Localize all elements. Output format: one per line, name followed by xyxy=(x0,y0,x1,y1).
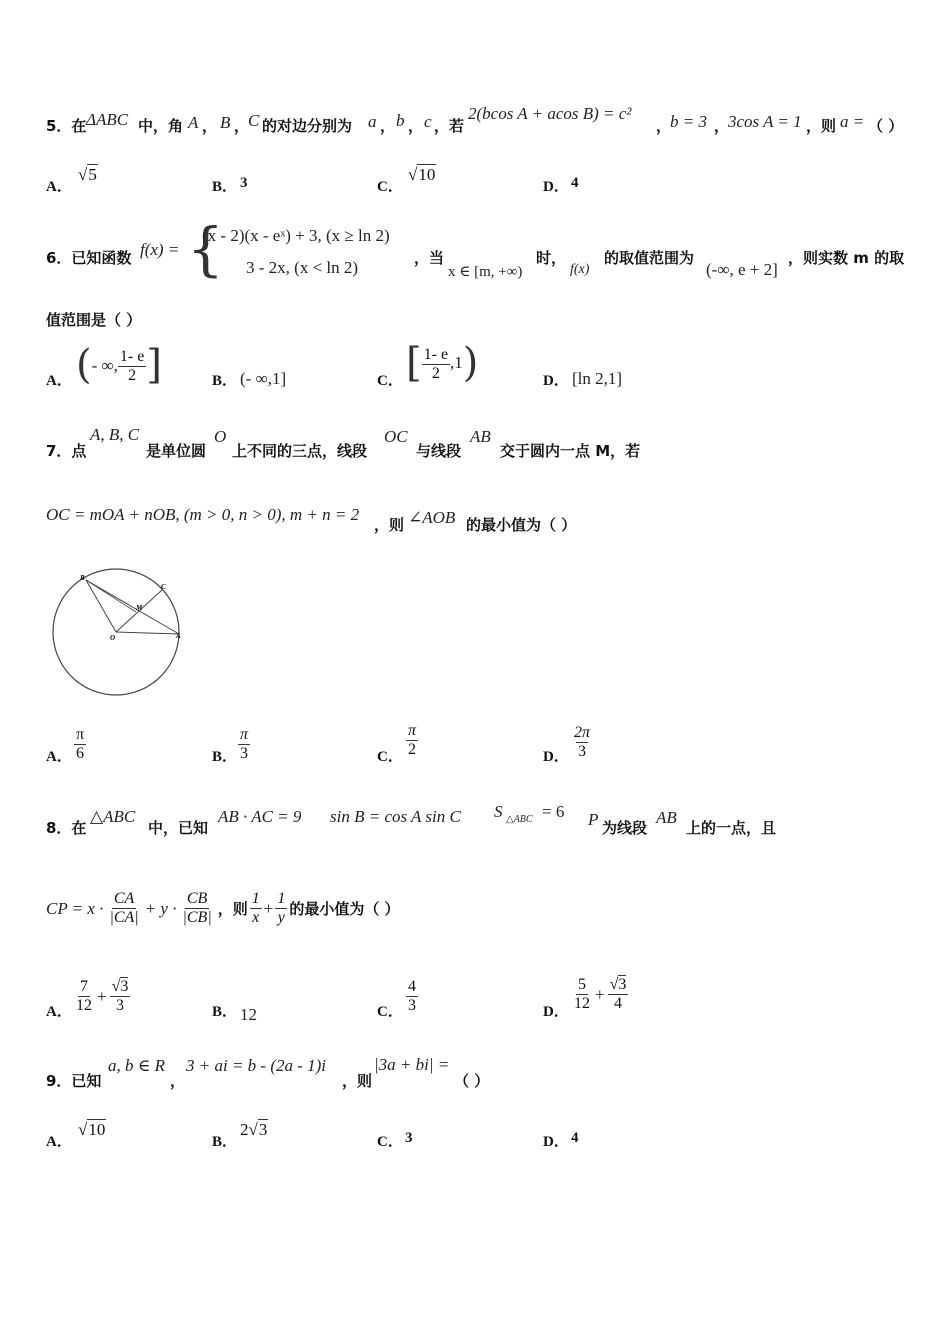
q7-figure-label-O: O xyxy=(110,634,116,642)
q5-option-B-label[interactable]: B． xyxy=(212,179,238,195)
q9-option-C-value[interactable]: 3 xyxy=(405,1130,413,1146)
q5-option-B-value[interactable]: 3 xyxy=(240,175,248,191)
q6-text-4: ，则实数 m 的取 xyxy=(788,249,905,267)
q5-stem-prefix: 5．在 xyxy=(46,117,87,135)
q8-stem-prefix: 8．在 xyxy=(46,819,87,837)
q7-O: O xyxy=(214,427,227,446)
q9-option-C-label[interactable]: C． xyxy=(377,1134,403,1150)
q7-figure-unit-circle xyxy=(46,560,216,700)
q6-domain: x ∈ [m, +∞) xyxy=(448,264,523,280)
q9-option-B-label[interactable]: B． xyxy=(212,1134,238,1150)
q9-option-B-value[interactable]: 2√3 xyxy=(240,1120,268,1139)
q5-angle-A: A xyxy=(188,113,199,132)
q6-option-A-value[interactable]: (- ∞, $\frac{1- e}{2}$ ] xyxy=(76,342,162,388)
q9-paren: （ ） xyxy=(454,1072,490,1090)
q6-option-D-label[interactable]: D． xyxy=(543,373,569,389)
q5-option-D-value[interactable]: 4 xyxy=(571,175,579,191)
q5-option-C-value[interactable]: √10 xyxy=(408,165,436,184)
q6-case-1: (x - 2)(x - eˣ) + 3, (x ≥ ln 2) xyxy=(202,226,390,245)
q6-text-2: 时， xyxy=(536,249,567,267)
q6-option-A-label[interactable]: A． xyxy=(46,373,72,389)
q6-function-name: f(x) = xyxy=(140,240,180,259)
q6-case-2: 3 - 2x, (x < ln 2) xyxy=(246,258,359,277)
q5-option-C-label[interactable]: C． xyxy=(377,179,403,195)
q5-text-4: ，则 xyxy=(806,117,837,135)
q7-text-3: 与线段 xyxy=(416,442,462,460)
q7-option-D-label[interactable]: D． xyxy=(543,749,569,765)
q7-figure-label-M: M xyxy=(136,604,143,612)
q7-option-C-label[interactable]: C． xyxy=(377,749,403,765)
q6-option-C-value[interactable]: [ $\frac{1- e}{2}$ ,1) xyxy=(406,340,479,386)
q5-text-3: ，若 xyxy=(434,117,465,135)
q7-text-4: 交于圆内一点 M，若 xyxy=(500,442,641,460)
q8-triangle: △ABC xyxy=(90,807,136,826)
q8-option-D-label[interactable]: D． xyxy=(543,1004,569,1020)
q7-option-B-value[interactable]: $\frac{\pi}{3}$ xyxy=(240,726,249,762)
q8-option-A-value[interactable]: $\frac{7}{12}$ + $\frac{√3}{3}$ xyxy=(76,978,129,1014)
q8-AB: AB xyxy=(656,808,677,827)
q6-option-D-value[interactable]: [ln 2,1] xyxy=(572,369,623,388)
q8-option-A-label[interactable]: A． xyxy=(46,1004,72,1020)
q8-vector-expression: CP = x · $\frac{CA}{|CA|}$ + y · $\frac{CB}{|CB|}$ ，则 $\frac{1}{x}$ + $\frac{1}{y}$ 的最小值为（ ） xyxy=(46,890,400,926)
q7-figure-BM xyxy=(86,580,136,612)
q5-triangle: ΔABC xyxy=(86,110,129,129)
q7-option-B-label[interactable]: B． xyxy=(212,749,238,765)
q5-side-b: b xyxy=(396,111,405,130)
q9-option-D-label[interactable]: D． xyxy=(543,1134,569,1150)
q5-text-2: 的对边分别为 xyxy=(262,117,353,135)
q7-text-2: 上不同的三点，线段 xyxy=(232,442,368,460)
q8-option-C-label[interactable]: C． xyxy=(377,1004,403,1020)
q9-stem-prefix: 9．已知 xyxy=(46,1072,102,1090)
q5-text-1: 中，角 xyxy=(138,117,184,135)
q8-area-symbol: S xyxy=(494,802,503,821)
q8-P: P xyxy=(588,810,599,829)
q5-paren: （ ） xyxy=(868,117,904,135)
q5-angle-C: C xyxy=(248,111,260,130)
q7-stem-prefix: 7．点 xyxy=(46,442,87,460)
q6-option-B-label[interactable]: B． xyxy=(212,373,238,389)
q7-option-A-value[interactable]: $\frac{\pi}{6}$ xyxy=(76,726,85,762)
q6-fx: f(x) xyxy=(570,262,590,277)
q7-figure-OA xyxy=(116,632,179,634)
q8-option-D-value[interactable]: $\frac{5}{12}$ + $\frac{√3}{4}$ xyxy=(574,976,627,1012)
q7-text-5: ，则 xyxy=(374,516,405,534)
q9-option-D-value[interactable]: 4 xyxy=(571,1130,579,1146)
q6-range: (-∞, e + 2] xyxy=(706,260,778,279)
q8-sine-relation: sin B = cos A sin C xyxy=(330,807,461,826)
q6-stem-line-2: 值范围是（ ） xyxy=(46,311,142,329)
q8-text-1: 中，已知 xyxy=(148,819,209,837)
q8-dot-product: AB · AC = 9 xyxy=(218,807,302,826)
q8-area-subscript: △ABC xyxy=(506,814,533,825)
q6-stem-prefix: 6．已知函数 xyxy=(46,249,132,267)
q6-option-C-label[interactable]: C． xyxy=(377,373,403,389)
q9-text-1: ，则 xyxy=(342,1072,373,1090)
q8-option-B-label[interactable]: B． xyxy=(212,1004,238,1020)
q7-text-6: 的最小值为（ ） xyxy=(466,516,577,534)
q9-option-A-label[interactable]: A． xyxy=(46,1134,72,1150)
q7-condition: OC = mOA + nOB, (m > 0, n > 0), m + n = 2 xyxy=(46,505,360,524)
q5-equation: 2(bcos A + acos B) = c² xyxy=(468,104,632,123)
q7-figure-OB xyxy=(86,580,116,632)
q9-option-A-value[interactable]: √10 xyxy=(78,1120,106,1139)
q8-option-B-value[interactable]: 12 xyxy=(240,1005,257,1024)
q7-figure-label-B: B xyxy=(80,574,85,582)
q8-text-2: 为线段 xyxy=(602,819,648,837)
q5-option-A-value[interactable]: √5 xyxy=(78,165,97,184)
q5-condition-cosA: 3cos A = 1 xyxy=(728,112,802,131)
q7-figure-label-A: A xyxy=(176,632,181,640)
q5-ask: a = xyxy=(840,112,865,131)
q6-text-3: 的取值范围为 xyxy=(604,249,695,267)
q9-abs: |3a + bi| = xyxy=(374,1055,450,1074)
q7-text-1: 是单位圆 xyxy=(146,442,207,460)
q8-area-value: = 6 xyxy=(542,802,565,821)
q7-OC: OC xyxy=(384,427,408,446)
q8-text-3: 上的一点，且 xyxy=(686,819,777,837)
q5-side-c: c xyxy=(424,112,432,131)
q5-option-A-label[interactable]: A． xyxy=(46,179,72,195)
q6-option-B-value[interactable]: (- ∞,1] xyxy=(240,369,287,388)
q7-angle: ∠AOB xyxy=(408,508,456,527)
q6-brace: { xyxy=(187,215,224,283)
q9-equation: 3 + ai = b - (2a - 1)i xyxy=(186,1056,327,1075)
q5-condition-b: b = 3 xyxy=(670,112,707,131)
q7-option-A-label[interactable]: A． xyxy=(46,749,72,765)
q7-option-D-value[interactable]: $\frac{2\pi}{3}$ xyxy=(574,724,591,760)
q9-set: a, b ∈ R xyxy=(108,1056,165,1075)
q8-option-C-value[interactable]: $\frac{4}{3}$ xyxy=(408,978,416,1014)
q7-option-C-value[interactable]: $\frac{\pi}{2}$ xyxy=(408,722,417,758)
q5-option-D-label[interactable]: D． xyxy=(543,179,569,195)
q6-text-1: ，当 xyxy=(414,249,445,267)
q5-side-a: a xyxy=(368,112,377,131)
q7-figure-label-C: C xyxy=(161,583,166,591)
q5-angle-B: B xyxy=(220,113,231,132)
q7-points: A, B, C xyxy=(90,425,140,444)
q7-AB: AB xyxy=(470,427,491,446)
